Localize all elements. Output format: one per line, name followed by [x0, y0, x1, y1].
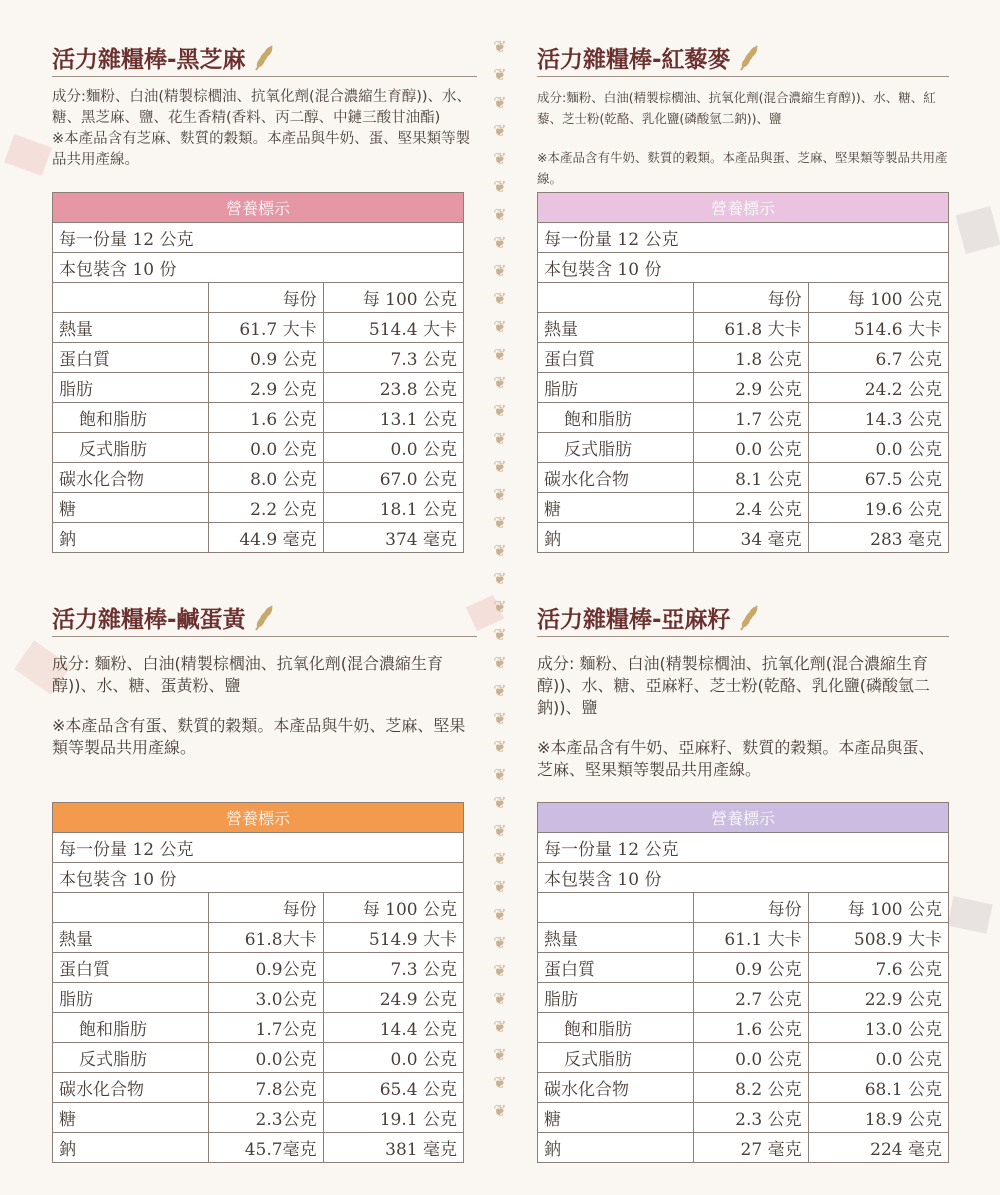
wheat-leaf-icon: ❦: [493, 317, 507, 336]
row-per-serving: 0.9公克: [208, 953, 323, 983]
row-label: 碳水化合物: [53, 463, 209, 493]
row-per-100g: 24.2 公克: [808, 373, 948, 403]
row-label: 熱量: [53, 923, 209, 953]
row-per-serving: 1.7公克: [208, 1013, 323, 1043]
table-row: [53, 1043, 464, 1073]
wheat-leaf-icon: ❦: [493, 345, 507, 364]
row-per-serving: 2.4 公克: [693, 493, 808, 523]
table-row: [53, 313, 464, 343]
table-row: [538, 523, 949, 553]
ingredients-text: 成分: 麵粉、白油(精製棕櫚油、抗氧化劑(混合濃縮生育醇))、水、糖、蛋黃粉、鹽: [52, 654, 443, 695]
row-per-serving: 61.8大卡: [208, 923, 323, 953]
row-per-100g: 7.3 公克: [323, 343, 463, 373]
table-row: [53, 1103, 464, 1133]
row-per-100g: 13.1 公克: [323, 403, 463, 433]
table-row: [538, 1043, 949, 1073]
ingredients-text: 成分:麵粉、白油(精製棕櫚油、抗氧化劑(混合濃縮生育醇))、水、糖、紅藜、芝士粉(乾酪、乳化鹽(磷酸氫二鈉))、鹽: [537, 90, 936, 126]
wheat-leaf-icon: ❦: [493, 289, 507, 308]
table-row: [538, 923, 949, 953]
table-row: [53, 1013, 464, 1043]
product-panel-red-quinoa: [537, 40, 949, 570]
table-row: [53, 1073, 464, 1103]
product-panel-salted-egg-yolk: [52, 600, 477, 1180]
row-per-100g: 13.0 公克: [808, 1013, 948, 1043]
wheat-leaf-icon: ❦: [493, 37, 507, 56]
row-label: 碳水化合物: [538, 1073, 694, 1103]
product-title: [52, 600, 477, 637]
row-per-100g: 19.6 公克: [808, 493, 948, 523]
wheat-leaf-icon: ❦: [493, 905, 507, 924]
table-row: [538, 983, 949, 1013]
serving-size: 每一份量 12 公克: [538, 833, 949, 863]
background-terrazzo-chip: [947, 896, 992, 934]
wheat-leaf-icon: ❦: [493, 709, 507, 728]
wheat-leaf-icon: ❦: [493, 149, 507, 168]
row-label: 蛋白質: [53, 953, 209, 983]
allergen-notice: ※本產品含有蛋、麩質的穀類。本產品與牛奶、芝麻、堅果類等製品共用產線。: [52, 716, 466, 757]
serving-size: 每一份量 12 公克: [538, 223, 949, 253]
wheat-leaf-icon: ❦: [493, 765, 507, 784]
nutrition-table-header: 營養標示: [538, 193, 949, 223]
row-per-serving: 2.3 公克: [693, 1103, 808, 1133]
allergen-notice: ※本產品含有牛奶、亞麻籽、麩質的穀類。本產品與蛋、芝麻、堅果類等製品共用產線。: [537, 738, 935, 779]
table-row: [53, 923, 464, 953]
row-label: 鈉: [53, 523, 209, 553]
nutrition-table: [52, 802, 464, 1163]
wheat-icon: [737, 602, 763, 632]
table-row: [538, 493, 949, 523]
servings-per-pack: 本包裝含 10 份: [53, 863, 464, 893]
row-per-100g: 65.4 公克: [323, 1073, 463, 1103]
row-per-100g: 14.3 公克: [808, 403, 948, 433]
row-per-serving: 8.1 公克: [693, 463, 808, 493]
wheat-leaf-icon: ❦: [493, 933, 507, 952]
row-label: 熱量: [538, 313, 694, 343]
table-row: [538, 1103, 949, 1133]
col-per-serving: 每份: [693, 283, 808, 313]
row-label: 飽和脂肪: [53, 1013, 209, 1043]
table-row: [53, 523, 464, 553]
wheat-divider: [487, 37, 513, 1190]
row-per-100g: 18.1 公克: [323, 493, 463, 523]
row-label: 飽和脂肪: [538, 403, 694, 433]
nutrition-table-header: 營養標示: [53, 803, 464, 833]
wheat-leaf-icon: ❦: [493, 401, 507, 420]
row-per-serving: 2.9 公克: [693, 373, 808, 403]
row-label: 糖: [538, 1103, 694, 1133]
ingredients-text: 成分:麵粉、白油(精製棕櫚油、抗氧化劑(混合濃縮生育醇))、水、糖、黑芝麻、鹽、花生香精(香料、丙二醇、中鏈三酸甘油酯): [52, 89, 472, 126]
serving-size: 每一份量 12 公克: [53, 223, 464, 253]
wheat-leaf-icon: ❦: [493, 429, 507, 448]
wheat-leaf-icon: ❦: [493, 653, 507, 672]
wheat-leaf-icon: ❦: [493, 737, 507, 756]
row-per-serving: 61.8 大卡: [693, 313, 808, 343]
row-per-serving: 0.9 公克: [208, 343, 323, 373]
row-per-serving: 0.0 公克: [208, 433, 323, 463]
row-label: 飽和脂肪: [538, 1013, 694, 1043]
row-label: 飽和脂肪: [53, 403, 209, 433]
row-per-serving: 0.0 公克: [693, 433, 808, 463]
table-row: [538, 313, 949, 343]
table-row: [53, 343, 464, 373]
nutrition-table: [52, 192, 464, 553]
wheat-icon: [252, 42, 278, 72]
row-per-100g: 508.9 大卡: [808, 923, 948, 953]
table-row: [53, 1133, 464, 1163]
col-per-100g: 每 100 公克: [323, 893, 463, 923]
row-per-serving: 34 毫克: [693, 523, 808, 553]
table-row: [53, 403, 464, 433]
row-per-100g: 0.0 公克: [323, 1043, 463, 1073]
row-label: 蛋白質: [538, 953, 694, 983]
product-title: [52, 40, 477, 77]
row-per-100g: 7.3 公克: [323, 953, 463, 983]
product-title-text: 活力雜糧棒-亞麻籽: [537, 606, 731, 633]
servings-per-pack: 本包裝含 10 份: [538, 253, 949, 283]
row-per-100g: 0.0 公克: [808, 1043, 948, 1073]
wheat-leaf-icon: ❦: [493, 485, 507, 504]
row-per-100g: 283 毫克: [808, 523, 948, 553]
row-label: 鈉: [538, 523, 694, 553]
wheat-leaf-icon: ❦: [493, 961, 507, 980]
row-per-serving: 8.2 公克: [693, 1073, 808, 1103]
wheat-leaf-icon: ❦: [493, 177, 507, 196]
wheat-icon: [737, 42, 763, 72]
row-per-100g: 68.1 公克: [808, 1073, 948, 1103]
row-per-100g: 23.8 公克: [323, 373, 463, 403]
table-row: [538, 343, 949, 373]
product-title-text: 活力雜糧棒-紅藜麥: [537, 46, 731, 73]
nutrition-table-header: 營養標示: [53, 193, 464, 223]
row-per-serving: 2.7 公克: [693, 983, 808, 1013]
row-per-100g: 67.5 公克: [808, 463, 948, 493]
row-per-serving: 2.3公克: [208, 1103, 323, 1133]
servings-per-pack: 本包裝含 10 份: [538, 863, 949, 893]
row-per-serving: 8.0 公克: [208, 463, 323, 493]
row-per-100g: 19.1 公克: [323, 1103, 463, 1133]
row-label: 鈉: [538, 1133, 694, 1163]
row-per-serving: 44.9 毫克: [208, 523, 323, 553]
col-per-serving: 每份: [693, 893, 808, 923]
wheat-leaf-icon: ❦: [493, 877, 507, 896]
row-per-serving: 61.7 大卡: [208, 313, 323, 343]
table-row: [53, 953, 464, 983]
product-title: [537, 600, 949, 637]
row-per-100g: 381 毫克: [323, 1133, 463, 1163]
wheat-leaf-icon: ❦: [493, 821, 507, 840]
table-row: [538, 403, 949, 433]
row-label: 蛋白質: [538, 343, 694, 373]
col-per-serving: 每份: [208, 283, 323, 313]
row-per-serving: 1.6 公克: [693, 1013, 808, 1043]
row-per-serving: 3.0公克: [208, 983, 323, 1013]
serving-size: 每一份量 12 公克: [53, 833, 464, 863]
row-label: 蛋白質: [53, 343, 209, 373]
row-per-serving: 7.8公克: [208, 1073, 323, 1103]
row-label: 熱量: [538, 923, 694, 953]
product-title-text: 活力雜糧棒-黑芝麻: [52, 46, 246, 73]
row-label: 脂肪: [538, 983, 694, 1013]
blank-cell: [53, 283, 209, 313]
allergen-notice: ※本產品含有牛奶、麩質的穀類。本產品與蛋、芝麻、堅果類等製品共用產線。: [537, 150, 948, 186]
servings-per-pack: 本包裝含 10 份: [53, 253, 464, 283]
table-row: [538, 463, 949, 493]
row-per-100g: 0.0 公克: [323, 433, 463, 463]
row-label: 鈉: [53, 1133, 209, 1163]
col-per-serving: 每份: [208, 893, 323, 923]
row-label: 脂肪: [538, 373, 694, 403]
row-per-serving: 1.7 公克: [693, 403, 808, 433]
wheat-leaf-icon: ❦: [493, 373, 507, 392]
wheat-leaf-icon: ❦: [493, 65, 507, 84]
wheat-leaf-icon: ❦: [493, 569, 507, 588]
nutrition-table: [537, 802, 949, 1163]
row-per-100g: 374 毫克: [323, 523, 463, 553]
table-row: [53, 463, 464, 493]
table-row: [53, 433, 464, 463]
row-per-serving: 61.1 大卡: [693, 923, 808, 953]
row-label: 熱量: [53, 313, 209, 343]
row-per-100g: 514.4 大卡: [323, 313, 463, 343]
table-row: [538, 953, 949, 983]
wheat-leaf-icon: ❦: [493, 457, 507, 476]
row-per-100g: 24.9 公克: [323, 983, 463, 1013]
row-label: 反式脂肪: [538, 433, 694, 463]
wheat-leaf-icon: ❦: [493, 1101, 507, 1120]
row-per-serving: 2.9 公克: [208, 373, 323, 403]
row-label: 糖: [53, 493, 209, 523]
table-row: [538, 1133, 949, 1163]
row-per-100g: 18.9 公克: [808, 1103, 948, 1133]
row-label: 糖: [53, 1103, 209, 1133]
wheat-leaf-icon: ❦: [493, 93, 507, 112]
row-label: 反式脂肪: [53, 1043, 209, 1073]
table-row: [538, 1013, 949, 1043]
wheat-leaf-icon: ❦: [493, 1045, 507, 1064]
col-per-100g: 每 100 公克: [808, 893, 948, 923]
product-title-text: 活力雜糧棒-鹹蛋黃: [52, 606, 246, 633]
background-terrazzo-chip: [4, 134, 52, 176]
row-per-serving: 2.2 公克: [208, 493, 323, 523]
ingredients-text: 成分: 麵粉、白油(精製棕櫚油、抗氧化劑(混合濃縮生育醇))、水、糖、亞麻籽、芝士粉(乾酪、乳化鹽(磷酸氫二鈉))、鹽: [537, 654, 930, 717]
nutrition-table: [537, 192, 949, 553]
row-per-100g: 7.6 公克: [808, 953, 948, 983]
wheat-leaf-icon: ❦: [493, 1017, 507, 1036]
row-per-100g: 514.9 大卡: [323, 923, 463, 953]
wheat-leaf-icon: ❦: [493, 597, 507, 616]
nutrition-table-header: 營養標示: [538, 803, 949, 833]
row-per-100g: 514.6 大卡: [808, 313, 948, 343]
wheat-leaf-icon: ❦: [493, 793, 507, 812]
row-label: 反式脂肪: [53, 433, 209, 463]
wheat-leaf-icon: ❦: [493, 849, 507, 868]
blank-cell: [538, 893, 694, 923]
wheat-leaf-icon: ❦: [493, 261, 507, 280]
row-per-serving: 0.9 公克: [693, 953, 808, 983]
blank-cell: [538, 283, 694, 313]
wheat-leaf-icon: ❦: [493, 121, 507, 140]
table-row: [538, 1073, 949, 1103]
product-panel-black-sesame: [52, 40, 477, 570]
table-row: [53, 983, 464, 1013]
row-per-serving: 0.0 公克: [693, 1043, 808, 1073]
wheat-leaf-icon: ❦: [493, 625, 507, 644]
table-row: [538, 373, 949, 403]
row-per-100g: 67.0 公克: [323, 463, 463, 493]
row-per-serving: 0.0公克: [208, 1043, 323, 1073]
wheat-leaf-icon: ❦: [493, 205, 507, 224]
product-title: [537, 40, 949, 77]
row-per-serving: 1.8 公克: [693, 343, 808, 373]
row-label: 糖: [538, 493, 694, 523]
product-panel-flaxseed: [537, 600, 949, 1180]
blank-cell: [53, 893, 209, 923]
row-per-serving: 27 毫克: [693, 1133, 808, 1163]
table-row: [53, 373, 464, 403]
wheat-leaf-icon: ❦: [493, 989, 507, 1008]
wheat-leaf-icon: ❦: [493, 233, 507, 252]
wheat-icon: [252, 602, 278, 632]
row-per-100g: 0.0 公克: [808, 433, 948, 463]
allergen-notice: ※本產品含有芝麻、麩質的穀類。本產品與牛奶、蛋、堅果類等製品共用產線。: [52, 131, 471, 168]
background-terrazzo-chip: [955, 206, 1000, 254]
col-per-100g: 每 100 公克: [323, 283, 463, 313]
row-per-100g: 14.4 公克: [323, 1013, 463, 1043]
row-per-100g: 6.7 公克: [808, 343, 948, 373]
row-label: 碳水化合物: [538, 463, 694, 493]
row-label: 脂肪: [53, 983, 209, 1013]
row-per-100g: 22.9 公克: [808, 983, 948, 1013]
table-row: [538, 433, 949, 463]
col-per-100g: 每 100 公克: [808, 283, 948, 313]
wheat-leaf-icon: ❦: [493, 681, 507, 700]
row-per-serving: 1.6 公克: [208, 403, 323, 433]
wheat-leaf-icon: ❦: [493, 1073, 507, 1092]
wheat-leaf-icon: ❦: [493, 541, 507, 560]
row-label: 碳水化合物: [53, 1073, 209, 1103]
wheat-leaf-icon: ❦: [493, 513, 507, 532]
table-row: [53, 493, 464, 523]
row-label: 反式脂肪: [538, 1043, 694, 1073]
row-per-serving: 45.7毫克: [208, 1133, 323, 1163]
row-label: 脂肪: [53, 373, 209, 403]
row-per-100g: 224 毫克: [808, 1133, 948, 1163]
